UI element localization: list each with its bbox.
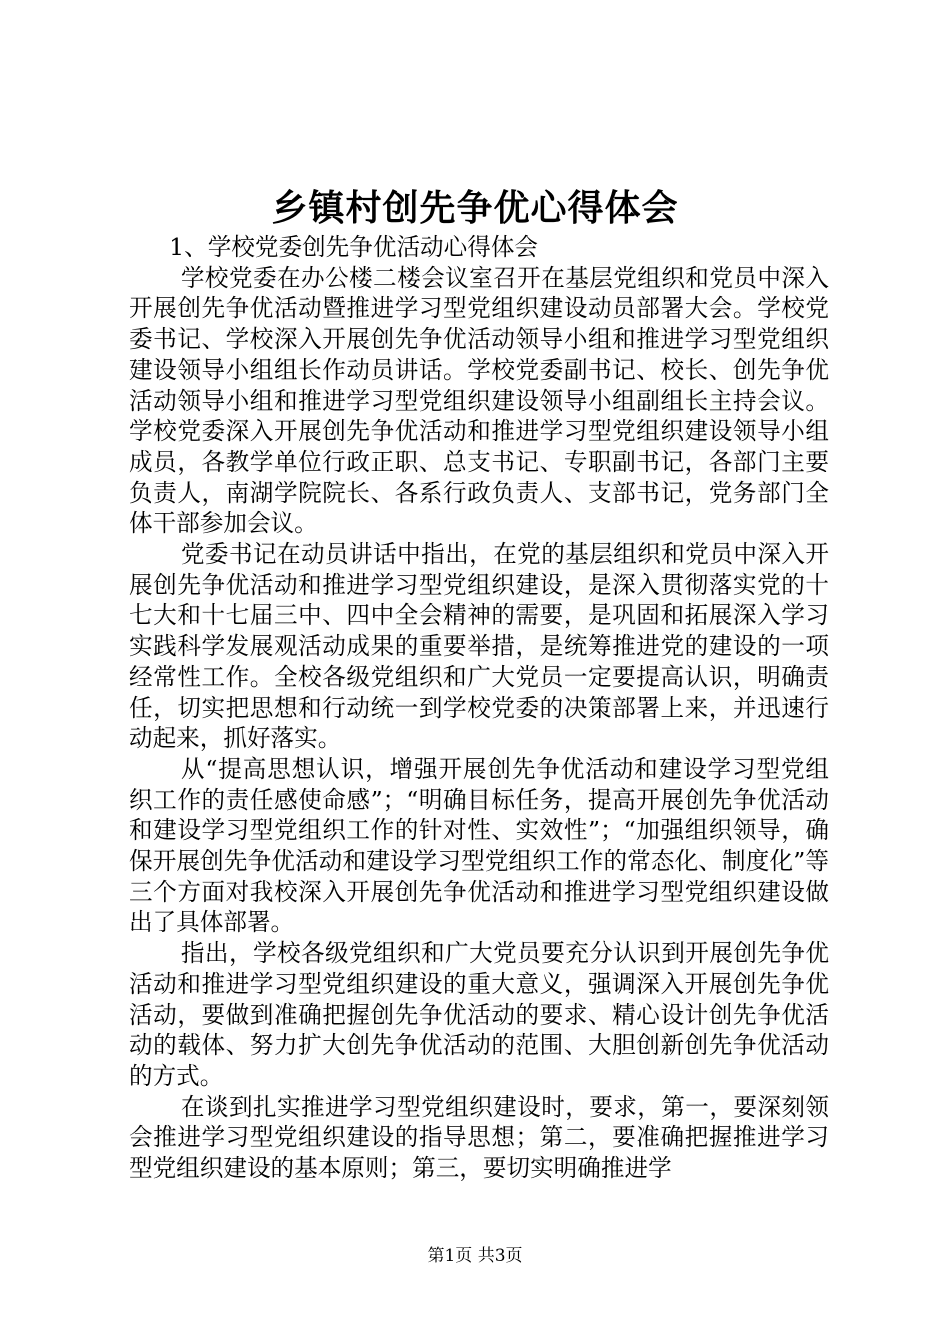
paragraph: 从“提高思想认识，增强开展创先争优活动和建设学习型党组织工作的责任感使命感”；“明确目标任务，提高开展创先争优活动和建设学习型党组织工作的针对性、实效性”；“加强组织领导，确保开展创先争优活动和建设学习型党组织工作的常态化、制度化”等三个方面对我校深入开展创先争优活动和推进学习型党组织建设做出了具体部署。 [129, 754, 829, 937]
paragraph: 学校党委在办公楼二楼会议室召开在基层党组织和党员中深入开展创先争优活动暨推进学习型党组织建设动员部署大会。学校党委书记、学校深入开展创先争优活动领导小组和推进学习型党组织建设领导小组组长作动员讲话。学校党委副书记、校长、创先争优活动领导小组和推进学习型党组织建设领导小组副组长主持会议。学校党委深入开展创先争优活动和推进学习型党组织建设领导小组成员，各教学单位行政正职、总支书记、专职副书记，各部门主要负责人，南湖学院院长、各系行政负责人、支部书记，党务部门全体干部参加会议。 [129, 263, 829, 538]
document-title: 乡镇村创先争优心得体会 [271, 187, 679, 229]
paragraph: 指出，学校各级党组织和广大党员要充分认识到开展创先争优活动和推进学习型党组织建设的重大意义，强调深入开展创先争优活动，要做到准确把握创先争优活动的要求、精心设计创先争优活动的载体、努力扩大创先争优活动的范围、大胆创新创先争优活动的方式。 [129, 939, 829, 1090]
paragraph: 党委书记在动员讲话中指出，在党的基层组织和党员中深入开展创先争优活动和推进学习型党组织建设，是深入贯彻落实党的十七大和十七届三中、四中全会精神的需要，是巩固和拓展深入学习实践科学发展观活动成果的重要举措，是统筹推进党的建设的一项经常性工作。全校各级党组织和广大党员一定要提高认识，明确责任，切实把思想和行动统一到学校党委的决策部署上来，并迅速行动起来，抓好落实。 [129, 540, 829, 753]
paragraph: 在谈到扎实推进学习型党组织建设时，要求，第一，要深刻领会推进学习型党组织建设的指导思想；第二，要准确把握推进学习型党组织建设的基本原则；第三，要切实明确推进学 [129, 1092, 829, 1183]
section-heading: 1、学校党委创先争优活动心得体会 [169, 233, 539, 261]
page-number-footer: 第1页 共3页 [427, 1246, 523, 1266]
document-body [129, 232, 829, 1184]
